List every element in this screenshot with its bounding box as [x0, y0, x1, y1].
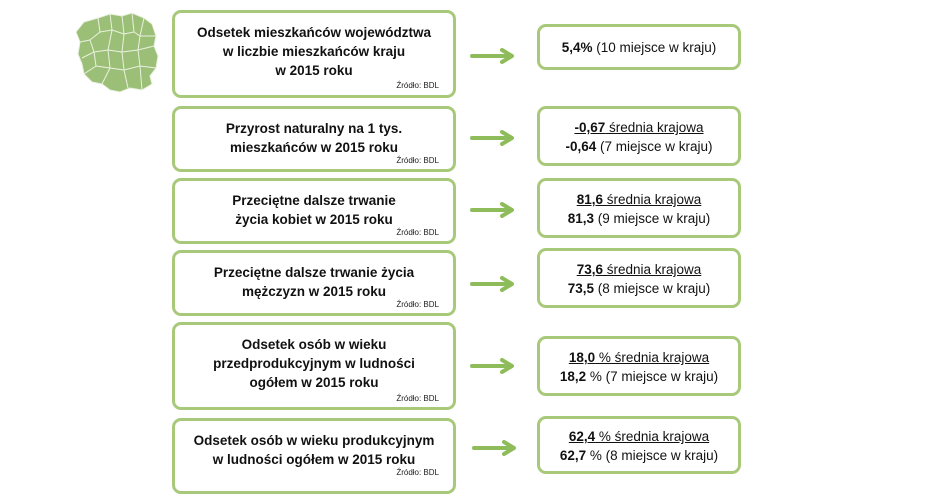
right-arrow-icon [470, 202, 520, 218]
source-note: Źródło: BDL [396, 156, 439, 165]
label-line: ogółem w 2015 roku [249, 375, 379, 390]
value-box-life-expectancy-women [537, 178, 741, 238]
right-arrow-icon [470, 276, 520, 292]
value-line: -0,64 (7 miejsce w kraju) [565, 139, 713, 154]
national-average-line: 18,0 % średnia krajowa [568, 350, 710, 365]
indicator-box-life-expectancy-men [172, 250, 456, 316]
national-average-line: 73,6 średnia krajowa [576, 262, 702, 277]
label-line: Przeciętne dalsze trwanie życia [213, 265, 415, 280]
label-line: w liczbie mieszkańców kraju [222, 44, 406, 59]
right-arrow-icon [470, 48, 520, 64]
right-arrow-icon [470, 358, 520, 374]
poland-map-icon [70, 10, 162, 96]
national-average-line: -0,67 średnia krajowa [574, 120, 704, 135]
value-box-life-expectancy-men [537, 248, 741, 308]
source-note: Źródło: BDL [396, 300, 439, 309]
right-arrow-icon [472, 440, 522, 456]
label-line: Odsetek mieszkańców województwa [196, 25, 432, 40]
indicator-label [175, 263, 453, 301]
indicator-label [175, 23, 453, 80]
source-note: Źródło: BDL [396, 394, 439, 403]
indicator-box-population-share [172, 10, 456, 98]
right-arrow-icon [470, 130, 520, 146]
label-line: Przyrost naturalny na 1 tys. [225, 121, 403, 136]
source-note: Źródło: BDL [396, 468, 439, 477]
label-line: mężczyzn w 2015 roku [241, 284, 387, 299]
label-line: przedprodukcyjnym w ludności [213, 356, 415, 371]
value-line: 81,3 (9 miejsce w kraju) [567, 211, 711, 226]
indicator-label [175, 335, 453, 392]
indicator-box-working-age [172, 418, 456, 494]
indicator-label [175, 191, 453, 229]
label-line: w ludności ogółem w 2015 roku [212, 452, 416, 467]
label-line: życia kobiet w 2015 roku [235, 212, 393, 227]
indicator-box-life-expectancy-women [172, 178, 456, 244]
indicator-box-natural-increase [172, 106, 456, 172]
value-box-preworking-age [537, 336, 741, 396]
national-average-line: 62,4 % średnia krajowa [568, 429, 710, 444]
value-box-working-age [537, 416, 741, 474]
indicator-label [175, 119, 453, 157]
indicator-box-preworking-age [172, 322, 456, 410]
label-line: Odsetek osób w wieku [241, 337, 387, 352]
label-line: w 2015 roku [275, 63, 353, 78]
label-line: mieszkańców w 2015 roku [229, 140, 399, 155]
value-line: 62,7 % (8 miejsce w kraju) [559, 448, 719, 463]
source-note: Źródło: BDL [396, 81, 439, 90]
national-average-line: 81,6 średnia krajowa [576, 192, 702, 207]
indicator-label [175, 431, 453, 469]
label-line: Odsetek osób w wieku produkcyjnym [193, 433, 435, 448]
value-box-population-share [537, 24, 741, 70]
label-line: Przeciętne dalsze trwanie [232, 193, 396, 208]
value-box-natural-increase [537, 106, 741, 166]
value-line: 18,2 % (7 miejsce w kraju) [559, 369, 719, 384]
value-line: 5,4% (10 miejsce w kraju) [561, 40, 717, 55]
value-line: 73,5 (8 miejsce w kraju) [567, 281, 711, 296]
source-note: Źródło: BDL [396, 228, 439, 237]
